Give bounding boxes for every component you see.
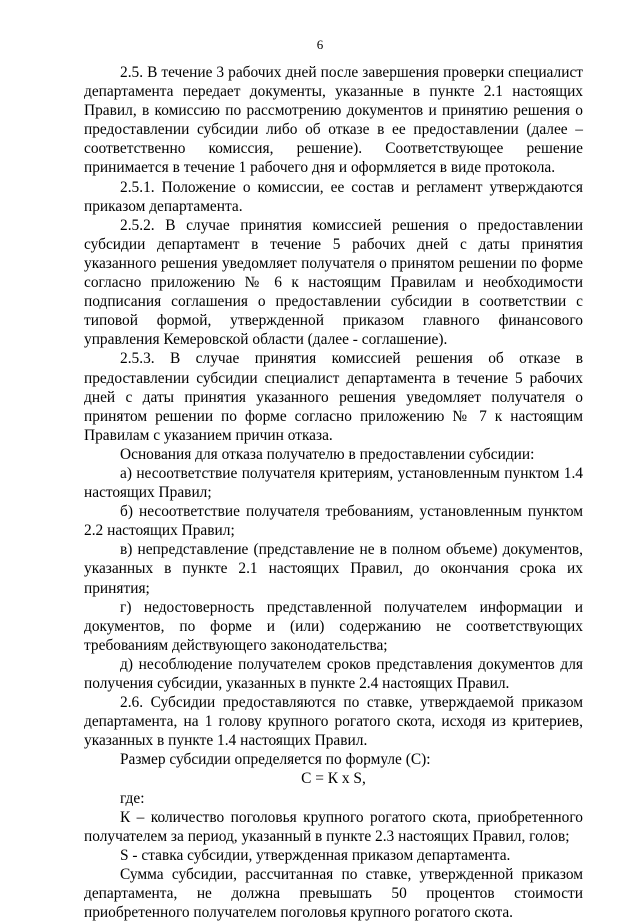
- paragraph-2-5-1: 2.5.1. Положение о комиссии, ее состав и регламент утверждаются приказом департамента.: [84, 178, 583, 215]
- refusal-ground-g: г) недостоверность представленной получателем информации и документов, по форме и (или) содержанию не соответствующих требованиям действующего законодательства;: [84, 598, 583, 654]
- refusal-ground-d: д) несоблюдение получателем сроков представления документов для получения субсидии, указанных в пункте 2.4 настоящих Правил.: [84, 655, 583, 692]
- refusal-grounds-intro: Основания для отказа получателю в предоставлении субсидии:: [120, 445, 535, 463]
- refusal-ground-a: а) несоответствие получателя критериям, установленным пунктом 1.4 настоящих Правил;: [84, 464, 583, 502]
- refusal-ground-v: в) непредставление (представление не в полном объеме) документов, указанных в пункте 2.1 настоящих Правил, до окончания срока их принятия;: [84, 541, 583, 597]
- paragraph-2-6: 2.6. Субсидии предоставляются по ставке, утверждаемой приказом департамента, на 1 голову крупного рогатого скота, исходя из критериев, указанных в пункте 1.4 настоящих Правил.: [84, 694, 583, 750]
- formula-variable-s: S - ставка субсидии, утвержденная приказом департамента.: [120, 846, 511, 864]
- document-body: [84, 63, 583, 922]
- formula-intro: Размер субсидии определяется по формуле (С):: [120, 751, 431, 769]
- refusal-ground-b: б) несоответствие получателя требованиям, установленным пунктом 2.2 настоящих Правил;: [84, 503, 583, 540]
- page-number: 6: [316, 37, 324, 52]
- subsidy-limit-paragraph: Сумма субсидии, рассчитанная по ставке, утвержденной приказом департамента, не должна превышать 50 процентов стоимости приобретенного получателем поголовья крупного рогатого скота.: [84, 865, 583, 922]
- formula-variable-k: К – количество поголовья крупного рогатого скота, приобретенного получателем за период, указанный в пункте 2.3 настоящих Правил, голов;: [84, 808, 583, 845]
- formula-where: где:: [120, 789, 145, 807]
- paragraph-2-5-3: 2.5.3. В случае принятия комиссией решения об отказе в предоставлении субсидии специалист департамента в течение 5 рабочих дней с даты принятия указанного решения уведомляет получателя о принятом решении по форме согласно приложению № 7 к настоящим Правилам с указанием причин отказа.: [84, 350, 583, 444]
- paragraph-2-5-2: 2.5.2. В случае принятия комиссией решения о предоставлении субсидии департамент в течение 5 рабочих дней с даты принятия указанного решения уведомляет получателя о принятом решении по форме согласно приложению № 6 к настоящим Правилам и необходимости подписания соглашения о предоставлении субсидии в соответствии с типовой формой, утвержденной приказом главного финансового управления Кемеровской области (далее - соглашение).: [84, 216, 583, 349]
- subsidy-formula: С = К x S,: [301, 770, 366, 788]
- paragraph-2-5: 2.5. В течение 3 рабочих дней после завершения проверки специалист департамента передает документы, указанные в пункте 2.1 настоящих Правил, в комиссию по рассмотрению документов и принятию решения о предоставлении субсидии либо об отказе в ее предоставлении (далее – соответственно комиссия, решение). Соответствующее решение принимается в течение 1 рабочего дня и оформляется в виде протокола.: [84, 64, 583, 177]
